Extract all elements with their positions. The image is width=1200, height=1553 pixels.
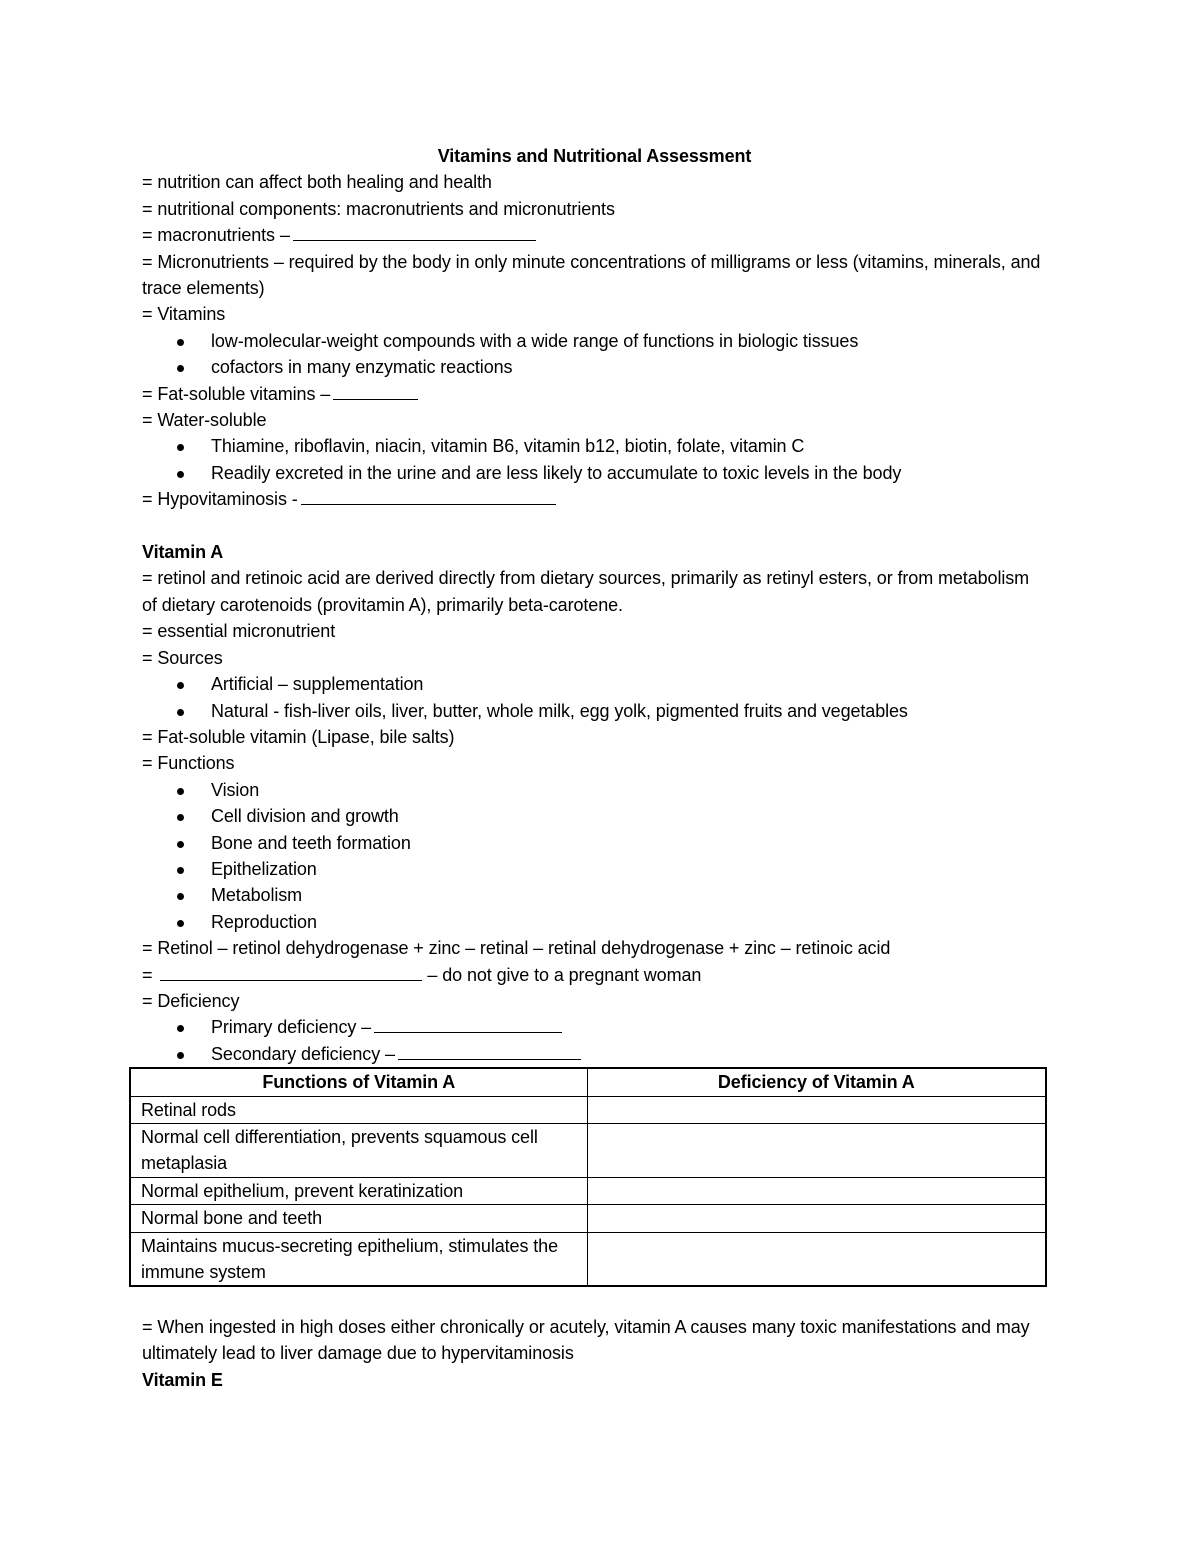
micronutrients-line: = Micronutrients – required by the body in only minute concentrations of milligrams or less (vitamins, minerals, and trace elements) xyxy=(142,251,1041,299)
list-item: Artificial – supplementation xyxy=(142,671,1047,697)
macronutrients-line xyxy=(142,222,1047,248)
vitamins-label: = Vitamins xyxy=(142,304,226,325)
table-cell: Normal cell differentiation, prevents squamous cell metaplasia xyxy=(130,1124,587,1178)
list-item: Reproduction xyxy=(142,909,1047,935)
vitamin-a-heading: Vitamin A xyxy=(142,542,224,563)
pregnant-suffix: – do not give to a pregnant woman xyxy=(427,964,702,985)
list-item xyxy=(142,1041,1047,1067)
essential-line: = essential micronutrient xyxy=(142,621,336,642)
toxicity-line: = When ingested in high doses either chronically or acutely, vitamin A causes many toxic manifestations and may ultimately lead to liver damage due to hypervitaminosis xyxy=(142,1316,1030,1364)
sources-bullet-list xyxy=(142,671,1047,724)
table-row xyxy=(130,1096,1046,1123)
fill-in-blank xyxy=(398,1041,581,1060)
vitamin-e-heading: Vitamin E xyxy=(142,1369,223,1390)
primary-deficiency-label: Primary deficiency – xyxy=(211,1017,372,1038)
table-row xyxy=(130,1124,1046,1178)
list-item: Cell division and growth xyxy=(142,803,1047,829)
table-header-row xyxy=(130,1068,1046,1096)
fill-in-blank xyxy=(374,1014,562,1033)
fill-in-blank xyxy=(160,962,422,981)
list-item xyxy=(142,1014,1047,1040)
intro-line: = nutritional components: macronutrients and micronutrients xyxy=(142,198,615,219)
table-cell xyxy=(587,1124,1046,1178)
table-cell: Maintains mucus-secreting epithelium, stimulates the immune system xyxy=(130,1232,587,1286)
water-soluble-bullet-list xyxy=(142,433,1047,486)
document-content xyxy=(142,143,1047,1393)
vitamin-a-table xyxy=(129,1067,1047,1287)
table-header-cell: Deficiency of Vitamin A xyxy=(587,1068,1046,1096)
table-cell xyxy=(587,1232,1046,1286)
functions-bullet-list xyxy=(142,777,1047,935)
fat-soluble-label: = Fat-soluble vitamins – xyxy=(142,383,331,404)
list-item: Thiamine, riboflavin, niacin, vitamin B6, vitamin b12, biotin, folate, vitamin C xyxy=(142,433,1047,459)
list-item: Epithelization xyxy=(142,856,1047,882)
list-item: Bone and teeth formation xyxy=(142,830,1047,856)
table-cell xyxy=(587,1205,1046,1232)
hypovitaminosis-label: = Hypovitaminosis - xyxy=(142,489,298,510)
table-header-cell: Functions of Vitamin A xyxy=(130,1068,587,1096)
list-item: low-molecular-weight compounds with a wide range of functions in biologic tissues xyxy=(142,328,1047,354)
macronutrients-label: = macronutrients – xyxy=(142,225,290,246)
table-cell: Retinal rods xyxy=(130,1096,587,1123)
sources-label: = Sources xyxy=(142,647,223,668)
table-row xyxy=(130,1177,1046,1204)
table-cell: Normal bone and teeth xyxy=(130,1205,587,1232)
deficiency-bullet-list xyxy=(142,1014,1047,1067)
pregnant-warning-line xyxy=(142,962,1047,988)
fat-soluble-line xyxy=(142,381,1047,407)
document-title: Vitamins and Nutritional Assessment xyxy=(437,146,752,166)
spacer xyxy=(142,513,1047,539)
list-item: Readily excreted in the urine and are less likely to accumulate to toxic levels in the body xyxy=(142,460,1047,486)
vitamins-bullet-list xyxy=(142,328,1047,381)
list-item: cofactors in many enzymatic reactions xyxy=(142,354,1047,380)
fill-in-blank xyxy=(293,222,536,241)
retinol-description: = retinol and retinoic acid are derived directly from dietary sources, primarily as retinyl esters, or from metabolism of dietary carotenoids (provitamin A), primarily beta-carotene. xyxy=(142,568,1030,615)
water-soluble-label: = Water-soluble xyxy=(142,410,267,431)
functions-label: = Functions xyxy=(142,753,235,774)
table-row xyxy=(130,1232,1046,1286)
table-cell xyxy=(587,1177,1046,1204)
secondary-deficiency-label: Secondary deficiency – xyxy=(211,1043,395,1064)
hypovitaminosis-line xyxy=(142,486,1047,512)
spacer xyxy=(142,1287,1047,1313)
list-item: Vision xyxy=(142,777,1047,803)
list-item: Natural - fish-liver oils, liver, butter, whole milk, egg yolk, pigmented fruits and vegetables xyxy=(142,698,1047,724)
fat-soluble-vitamin-line: = Fat-soluble vitamin (Lipase, bile salts) xyxy=(142,726,455,747)
fill-in-blank xyxy=(301,486,556,505)
table-row xyxy=(130,1205,1046,1232)
list-item: Metabolism xyxy=(142,882,1047,908)
deficiency-label: = Deficiency xyxy=(142,990,240,1011)
retinol-pathway: = Retinol – retinol dehydrogenase + zinc – retinal – retinal dehydrogenase + zinc – retinoic acid xyxy=(142,938,891,959)
fill-in-blank xyxy=(333,381,418,400)
table-cell: Normal epithelium, prevent keratinization xyxy=(130,1177,587,1204)
table-cell xyxy=(587,1096,1046,1123)
pregnant-prefix: = xyxy=(142,964,153,985)
intro-line: = nutrition can affect both healing and health xyxy=(142,172,492,193)
